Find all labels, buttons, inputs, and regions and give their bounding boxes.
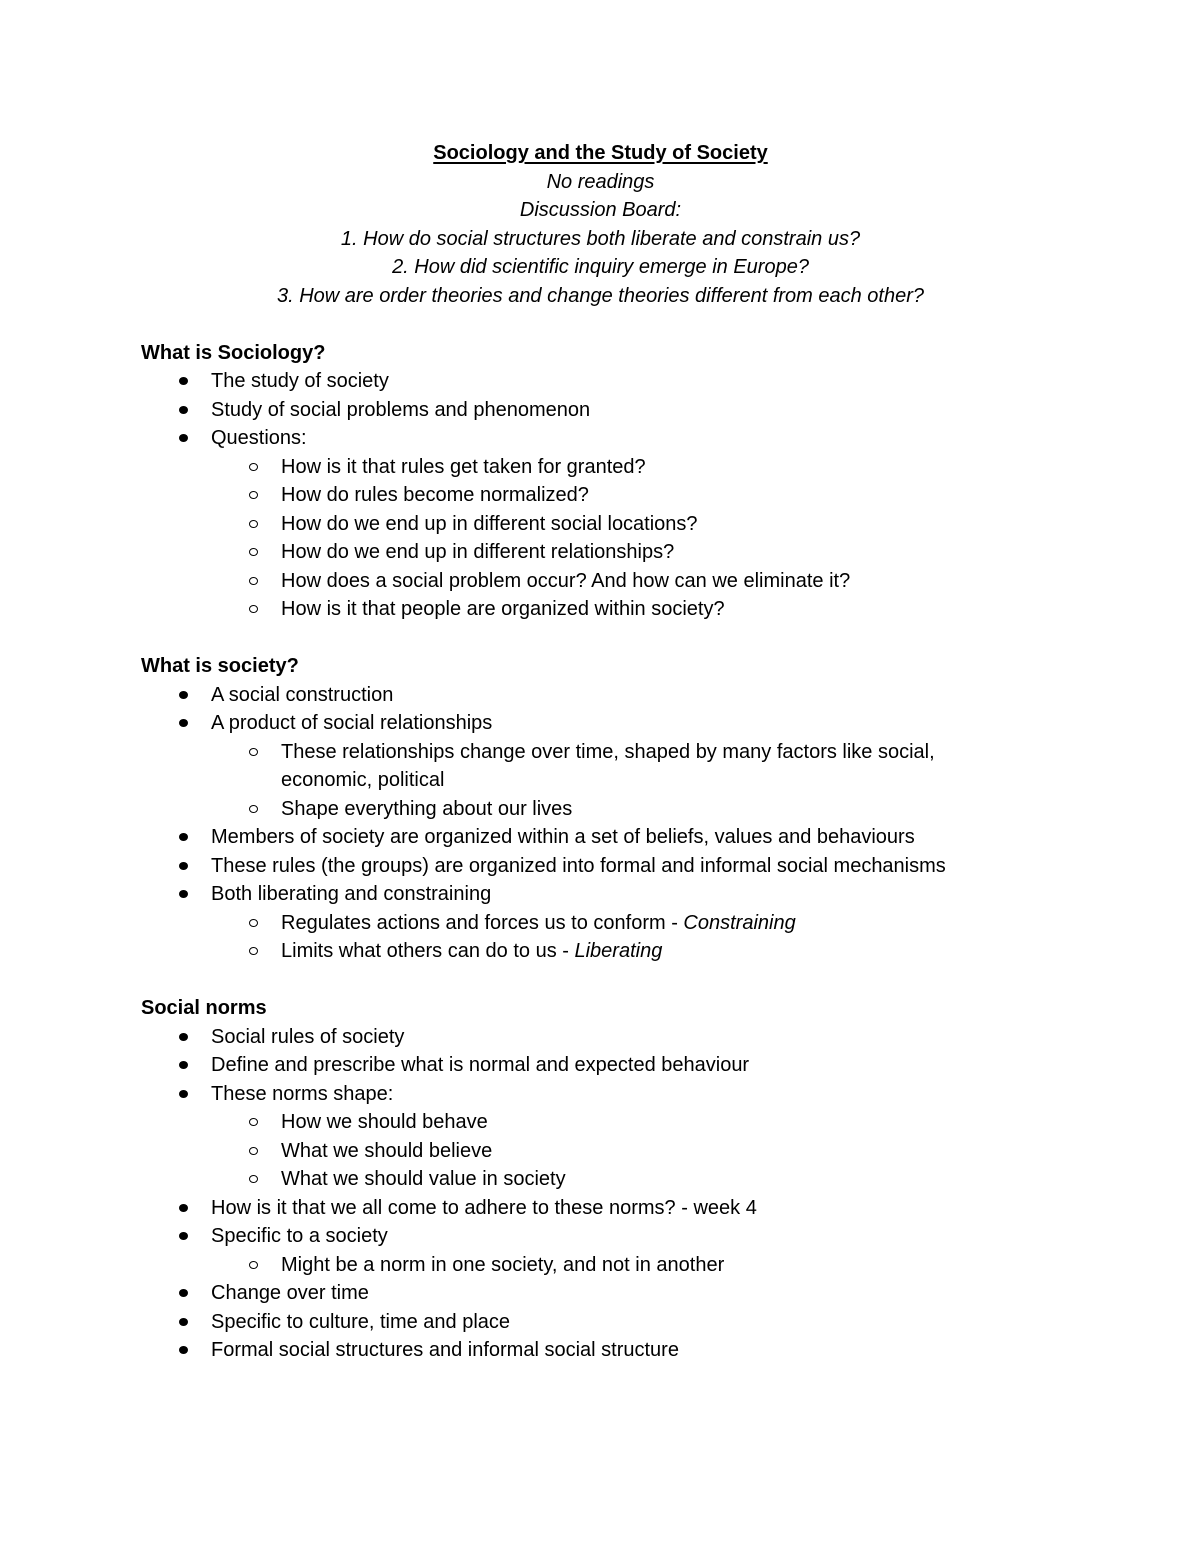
- sub-bullet-list: [211, 1108, 1060, 1194]
- bullet-icon: [179, 862, 188, 870]
- bullet-text: How is it that we all come to adhere to these norms? - week 4: [211, 1196, 757, 1219]
- hollow-bullet-icon: [249, 605, 258, 613]
- bullet-icon: [179, 1061, 188, 1069]
- sub-bullet-item: [211, 937, 1060, 966]
- bullet-item: [141, 424, 1060, 624]
- sub-bullet-text: What we should value in society: [281, 1168, 566, 1190]
- hollow-bullet-icon: [249, 548, 258, 556]
- sub-bullet-item: [211, 567, 1060, 596]
- bullet-icon: [179, 377, 188, 385]
- bullet-item: [141, 1194, 1060, 1223]
- sub-bullet-text: What we should believe: [281, 1139, 493, 1162]
- bullet-icon: [179, 833, 188, 841]
- sub-bullet-text: How do rules become normalized?: [281, 484, 589, 506]
- discussion-board-label: Discussion Board:: [519, 199, 682, 221]
- bullet-text: Change over time: [211, 1282, 369, 1304]
- sub-bullet-text: How do we end up in different social locations?: [281, 512, 698, 535]
- bullet-text: A product of social relationships: [211, 712, 493, 734]
- sub-bullet-text: How is it that rules get taken for granted?: [281, 455, 646, 478]
- bullet-item: [141, 1279, 1060, 1308]
- bullet-icon: [179, 1346, 188, 1354]
- bullet-item: [141, 709, 1060, 823]
- sub-bullet-item: [211, 795, 1060, 824]
- emphasis-text: Liberating: [574, 940, 663, 962]
- sub-bullet-list: [211, 1251, 1060, 1280]
- bullet-item: [141, 852, 1060, 881]
- section-what-is-sociology: [141, 339, 1060, 624]
- discussion-question: 2. How did scientific inquiry emerge in Europe?: [392, 256, 809, 278]
- sub-bullet-text: How we should behave: [281, 1111, 488, 1133]
- bullet-item: [141, 880, 1060, 966]
- sub-bullet-list: [211, 738, 1060, 824]
- bullet-text: Specific to culture, time and place: [211, 1310, 511, 1333]
- sub-bullet-list: [211, 909, 1060, 966]
- bullet-item: [141, 1023, 1060, 1052]
- section-what-is-society: [141, 652, 1060, 966]
- document-title: Sociology and the Study of Society: [433, 142, 768, 164]
- section-heading: What is Sociology?: [141, 341, 326, 364]
- bullet-text: A social construction: [211, 683, 394, 706]
- bullet-text: Define and prescribe what is normal and expected behaviour: [211, 1054, 750, 1076]
- bullet-icon: [179, 691, 188, 699]
- sub-bullet-item: [211, 481, 1060, 510]
- hollow-bullet-icon: [249, 1147, 258, 1155]
- bullet-icon: [179, 890, 188, 898]
- bullet-icon: [179, 1289, 188, 1297]
- bullet-text: These rules (the groups) are organized into formal and informal social mechanisms: [211, 854, 946, 877]
- hollow-bullet-icon: [249, 491, 258, 499]
- bullet-item: [141, 823, 1060, 852]
- bullet-text: Social rules of society: [211, 1025, 405, 1048]
- bullet-icon: [179, 434, 188, 442]
- bullet-text: The study of society: [211, 370, 389, 392]
- bullet-list: [141, 681, 1060, 966]
- sub-bullet-text: Shape everything about our lives: [281, 797, 573, 820]
- bullet-item: [141, 1336, 1060, 1365]
- sub-bullet-item: [211, 738, 1060, 795]
- bullet-item: [141, 1308, 1060, 1337]
- section-social-norms: [141, 994, 1060, 1365]
- bullet-item: [141, 1051, 1060, 1080]
- sub-bullet-item: [211, 595, 1060, 624]
- hollow-bullet-icon: [249, 919, 258, 927]
- sub-bullet-item: [211, 453, 1060, 482]
- bullet-icon: [179, 1204, 188, 1212]
- hollow-bullet-icon: [249, 1261, 258, 1269]
- bullet-item: [141, 1080, 1060, 1194]
- sub-bullet-text: Might be a norm in one society, and not in another: [281, 1253, 725, 1276]
- bullet-text: Questions:: [211, 427, 307, 449]
- bullet-item: [141, 681, 1060, 710]
- sub-bullet-item: [211, 1137, 1060, 1166]
- hollow-bullet-icon: [249, 748, 258, 756]
- bullet-list: [141, 1023, 1060, 1365]
- hollow-bullet-icon: [249, 1175, 258, 1183]
- section-heading: What is society?: [141, 655, 299, 677]
- bullet-item: [141, 396, 1060, 425]
- bullet-icon: [179, 1318, 188, 1326]
- sub-bullet-text: Limits what others can do to us -: [281, 940, 575, 962]
- sub-bullet-text: These relationships change over time, shaped by many factors like social, economic, political: [281, 740, 935, 791]
- document-header: [141, 139, 1060, 310]
- sub-bullet-item: [211, 909, 1060, 938]
- sub-bullet-text: How does a social problem occur? And how can we eliminate it?: [281, 569, 851, 592]
- emphasis-text: Constraining: [683, 911, 796, 934]
- bullet-text: Study of social problems and phenomenon: [211, 398, 591, 421]
- hollow-bullet-icon: [249, 947, 258, 955]
- sub-bullet-item: [211, 1108, 1060, 1137]
- bullet-text: Formal social structures and informal social structure: [211, 1339, 679, 1361]
- hollow-bullet-icon: [249, 805, 258, 813]
- bullet-icon: [179, 1090, 188, 1098]
- sub-bullet-text: How is it that people are organized within society?: [281, 598, 725, 620]
- bullet-text: These norms shape:: [211, 1082, 394, 1105]
- sub-bullet-item: [211, 538, 1060, 567]
- hollow-bullet-icon: [249, 1118, 258, 1126]
- sub-bullet-list: [211, 453, 1060, 624]
- hollow-bullet-icon: [249, 577, 258, 585]
- readings-note: No readings: [546, 170, 655, 193]
- discussion-question: 1. How do social structures both liberate and constrain us?: [340, 227, 861, 250]
- sub-bullet-item: [211, 510, 1060, 539]
- sub-bullet-text: Regulates actions and forces us to conform -: [281, 911, 684, 934]
- section-heading: Social norms: [141, 997, 267, 1019]
- bullet-icon: [179, 719, 188, 727]
- discussion-question: 3. How are order theories and change theories different from each other?: [276, 284, 925, 307]
- hollow-bullet-icon: [249, 463, 258, 471]
- sub-bullet-item: [211, 1165, 1060, 1194]
- bullet-list: [141, 367, 1060, 624]
- bullet-text: Both liberating and constraining: [211, 883, 492, 905]
- sub-bullet-text: How do we end up in different relationships?: [281, 541, 675, 563]
- bullet-icon: [179, 406, 188, 414]
- bullet-item: [141, 1222, 1060, 1279]
- bullet-item: [141, 367, 1060, 396]
- bullet-text: Members of society are organized within a set of beliefs, values and behaviours: [211, 826, 915, 848]
- bullet-icon: [179, 1232, 188, 1240]
- bullet-text: Specific to a society: [211, 1225, 388, 1247]
- hollow-bullet-icon: [249, 520, 258, 528]
- bullet-icon: [179, 1033, 188, 1041]
- sub-bullet-item: [211, 1251, 1060, 1280]
